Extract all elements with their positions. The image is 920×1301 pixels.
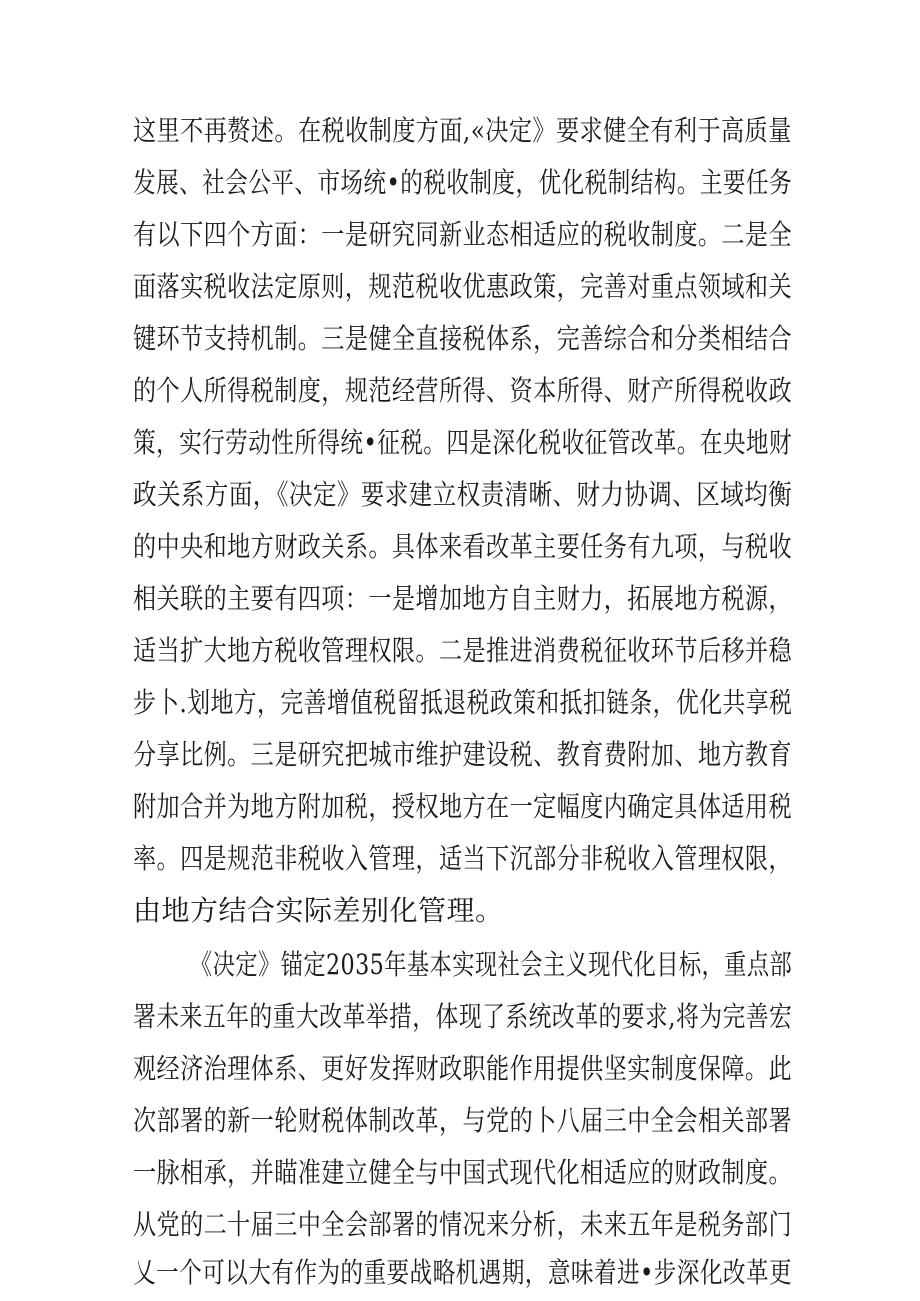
text-line: 步卜.划地方，完善增值税留抵退税政策和抵扣链条，优化共享税 xyxy=(133,686,793,719)
text-line: 有以下四个方面：一是研究同新业态相适应的税收制度。二是全 xyxy=(133,218,793,251)
text-line: 键环节支持机制。三是健全直接税体系，完善综合和分类相结合 xyxy=(133,322,793,355)
text-line: 政关系方面，《决定》要求建立权责清晰、财力协调、区域均衡 xyxy=(133,478,793,511)
text-line: 次部署的新一轮财税体制改革，与党的卜八届三中全会相关部署 xyxy=(133,1104,793,1137)
text-line: 乂一个可以大有作为的重要战略机遇期，意味着进•步深化改革更 xyxy=(133,1256,793,1289)
text-line: 署未来五年的重大改革举措，体现了系统改革的要求,将为完善宏 xyxy=(133,1000,793,1033)
text-line: 发展、社会公平、市场统•的税收制度，优化税制结构。主要任务 xyxy=(133,166,793,199)
text-line: 由地方结合实际差别化管理。 xyxy=(133,894,504,927)
text-line: 适当扩大地方税收管理权限。二是推进消费税征收环节后移并稳 xyxy=(133,634,793,667)
text-line: 策，实行劳动性所得统•征税。四是深化税收征管改革。在央地财 xyxy=(133,426,793,459)
text-line: 的个人所得税制度，规范经营所得、资本所得、财产所得税收政 xyxy=(133,374,793,407)
text-line: 附加合并为地方附加税，授权地方在一定幅度内确定具体适用税 xyxy=(133,790,793,823)
text-line: 分享比例。三是研究把城市维护建设税、教育费附加、地方教育 xyxy=(133,738,793,771)
text-line: 《决定》锚定2035年基本实现社会主义现代化目标，重点部 xyxy=(190,948,793,981)
text-line: 的中央和地方财政关系。具体来看改革主要任务有九项，与税收 xyxy=(133,530,793,563)
text-line: 一脉相承，并瞄准建立健全与中国式现代化相适应的财政制度。 xyxy=(133,1156,793,1189)
text-line: 观经济治理体系、更好发挥财政职能作用提供坚实制度保障。此 xyxy=(133,1052,793,1085)
text-line: 从党的二十届三中全会部署的情况来分析，未来五年是税务部门 xyxy=(133,1208,793,1241)
text-line: 这里不再赘述。在税收制度方面,«决定》要求健全有利于高质量 xyxy=(133,114,792,147)
text-line: 面落实税收法定原则，规范税收优惠政策，完善对重点领域和关 xyxy=(133,270,793,303)
text-line: 率。四是规范非税收入管理，适当下沉部分非税收入管理权限， xyxy=(133,842,793,875)
text-line: 相关联的主要有四项：一是增加地方自主财力，拓展地方税源， xyxy=(133,582,793,615)
